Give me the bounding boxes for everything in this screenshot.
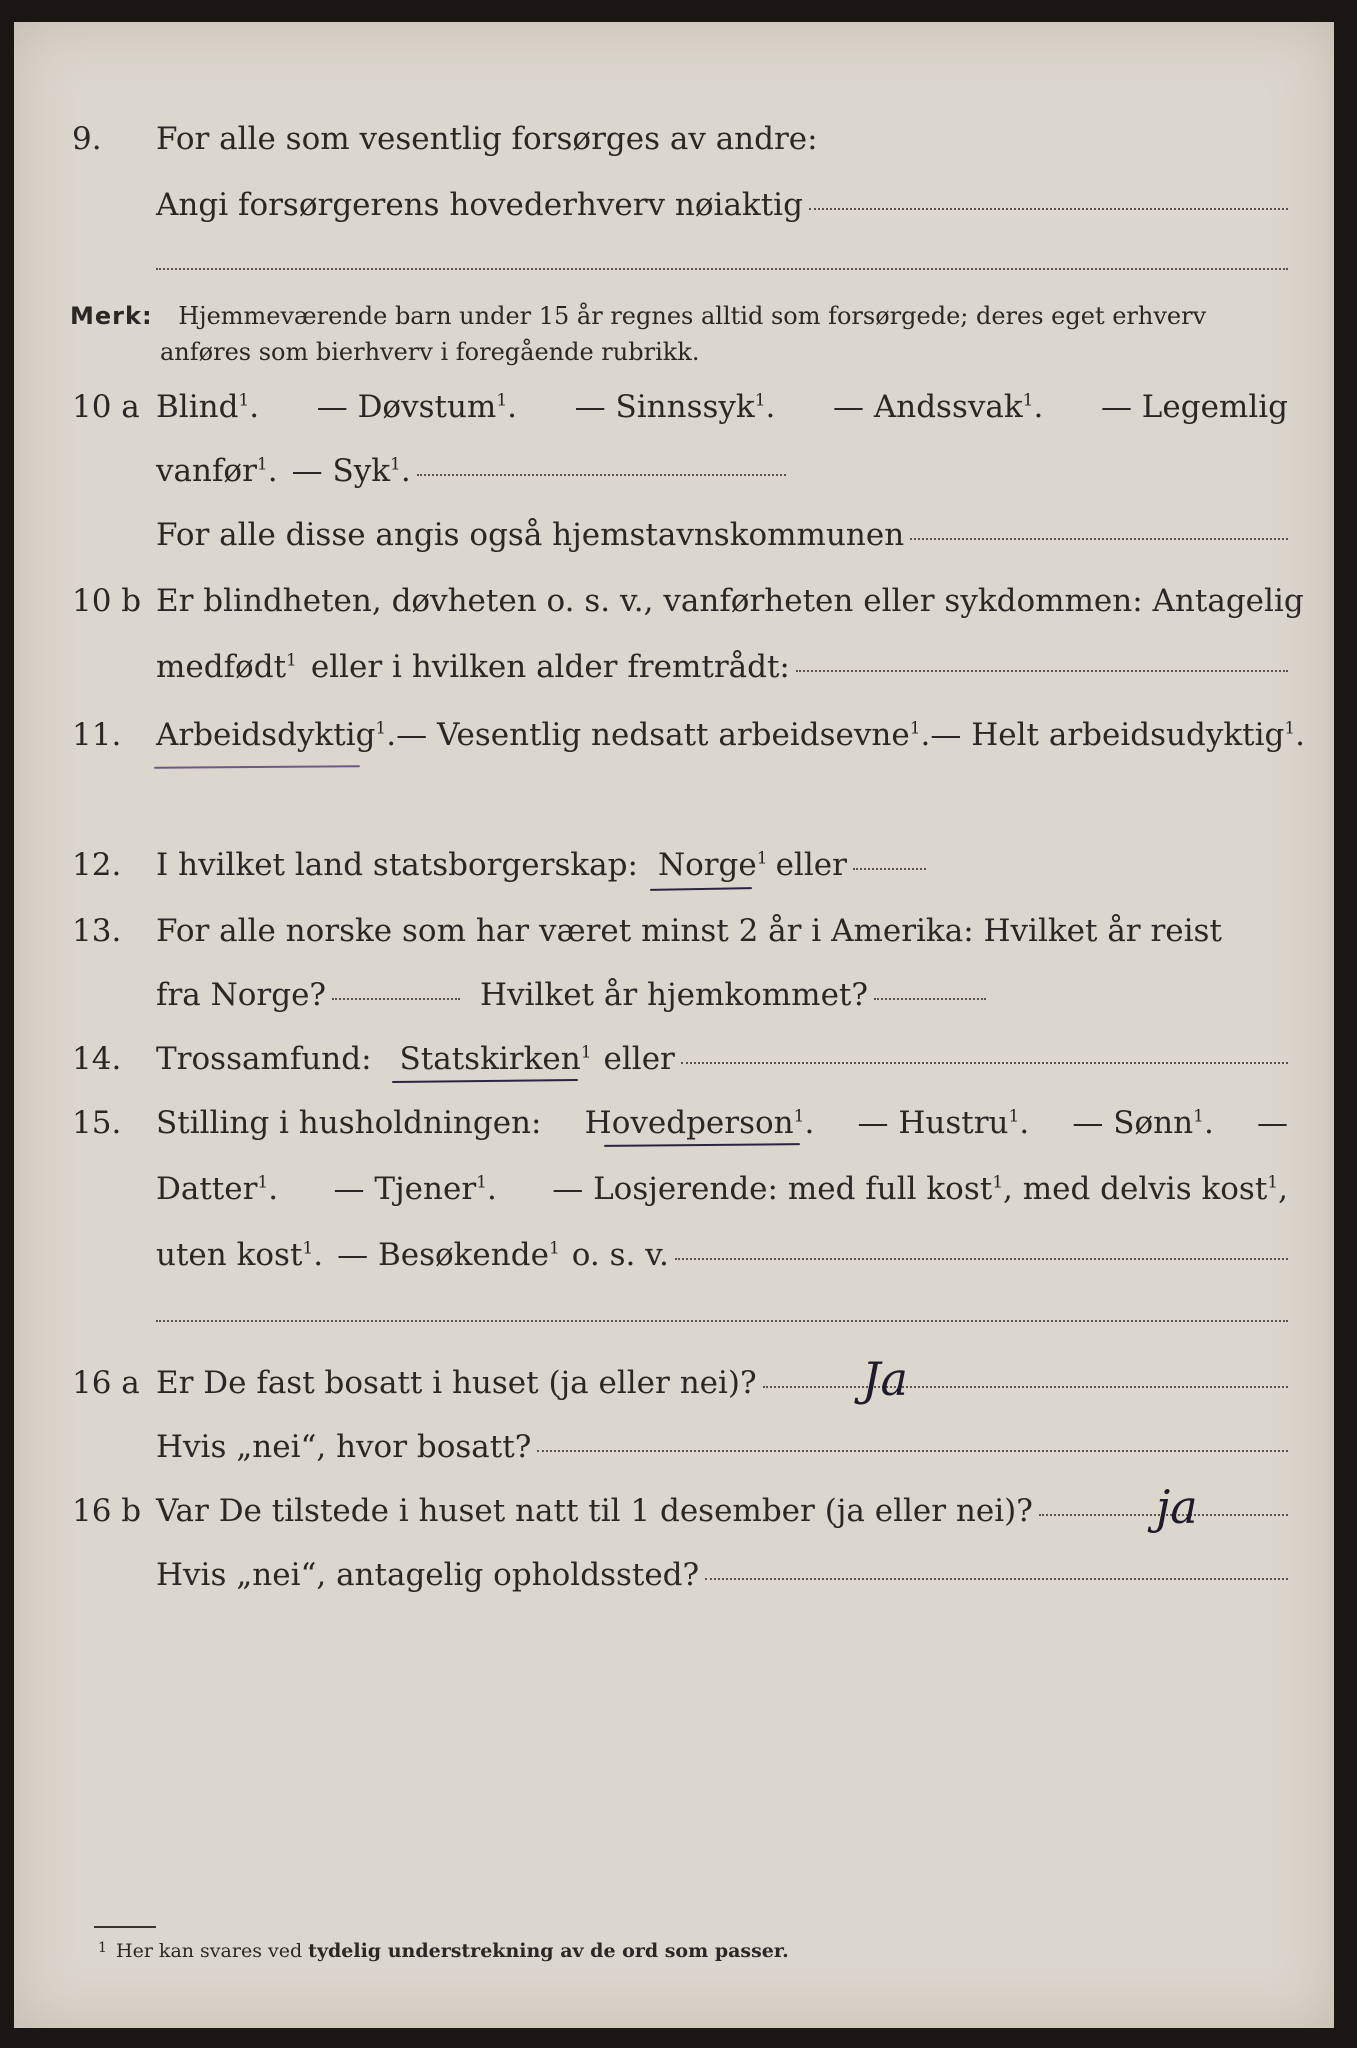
answer-line[interactable] bbox=[763, 1386, 1288, 1388]
note-text-line-2: anføres som bierhverv i foregående rubrikk. bbox=[160, 338, 700, 366]
option-uten-kost[interactable]: uten kost$^1$. bbox=[156, 1237, 324, 1273]
option-osv: o. s. v. bbox=[571, 1237, 669, 1273]
question-text: Angi forsørgerens hovederhverv nøiaktig bbox=[156, 187, 803, 223]
answer-line[interactable] bbox=[156, 1320, 1288, 1322]
answer-line[interactable] bbox=[681, 1062, 1288, 1064]
question-text: fra Norge? bbox=[156, 977, 327, 1013]
question-number: 14. bbox=[72, 1041, 122, 1077]
option-sonn[interactable]: — Sønn$^1$. bbox=[1072, 1105, 1214, 1141]
question-text: For alle norske som har været minst 2 år i Amerika: Hvilket år reist bbox=[156, 913, 1222, 949]
answer-line[interactable] bbox=[910, 538, 1288, 540]
question-number: 9. bbox=[72, 121, 102, 157]
option-andssvak: — Andssvak$^1$. bbox=[833, 389, 1044, 425]
question-text: For alle disse angis også hjemstavnskommunen bbox=[156, 517, 905, 553]
answer-line[interactable] bbox=[853, 868, 926, 870]
question-text: eller i hvilken alder fremtrådt: bbox=[310, 649, 790, 685]
option-besokende[interactable]: — Besøkende$^1$ bbox=[337, 1237, 560, 1273]
option-nedsatt-arbeidsevne[interactable]: — Vesentlig nedsatt arbeidsevne$^1$. bbox=[396, 717, 931, 753]
question-text: For alle som vesentlig forsørges av andre: bbox=[156, 121, 818, 157]
answer-line[interactable] bbox=[332, 998, 460, 1000]
option-eller: eller bbox=[775, 847, 847, 883]
note bbox=[70, 302, 1288, 330]
option-statskirken[interactable]: Statskirken$^1$ bbox=[399, 1041, 592, 1077]
question-number: 11. bbox=[72, 717, 122, 753]
answer-line[interactable] bbox=[156, 268, 1288, 270]
footnote bbox=[98, 1940, 789, 1962]
note-text: Hjemmeværende barn under 15 år regnes alltid som forsørgede; deres eget erhverv bbox=[178, 302, 1207, 330]
question-text: I hvilket land statsborgerskap: bbox=[156, 847, 638, 883]
option-hovedperson[interactable]: Hovedperson$^1$. bbox=[584, 1105, 815, 1141]
option-syk: — Syk$^1$. bbox=[291, 453, 411, 489]
question-number: 10 b bbox=[72, 583, 142, 619]
option-norge[interactable]: Norge$^1$ bbox=[657, 847, 768, 883]
option-arbeidsudyktig[interactable]: — Helt arbeidsudyktig$^1$. bbox=[930, 717, 1306, 753]
question-number: 12. bbox=[72, 847, 122, 883]
census-form-page bbox=[14, 22, 1334, 2028]
option-losjerende-full-kost[interactable]: — Losjerende: med full kost$^1$, med delvis kost$^1$, bbox=[552, 1171, 1288, 1207]
question-text: Hvis „nei“, antagelig opholdssted? bbox=[156, 1557, 700, 1593]
handwritten-answer[interactable]: ja bbox=[1156, 1480, 1198, 1534]
handwritten-underline bbox=[650, 887, 752, 891]
question-text: Hvis „nei“, hvor bosatt? bbox=[156, 1429, 532, 1465]
answer-line[interactable] bbox=[874, 998, 986, 1000]
handwritten-underline bbox=[392, 1079, 578, 1083]
note-label: Merk: bbox=[70, 302, 153, 330]
question-text: Trossamfund: bbox=[156, 1041, 372, 1077]
handwritten-underline bbox=[154, 765, 360, 768]
option-legemlig: — Legemlig bbox=[1100, 389, 1288, 425]
handwritten-answer[interactable]: Ja bbox=[862, 1352, 908, 1406]
question-number: 15. bbox=[72, 1105, 122, 1141]
option-vanfor: vanfør$^1$. bbox=[156, 453, 278, 489]
footnote-emphasis: tydelig understrekning av de ord som passer. bbox=[308, 1940, 789, 1962]
answer-line[interactable] bbox=[796, 670, 1288, 672]
footnote-rule bbox=[94, 1926, 156, 1928]
option-hustru[interactable]: — Hustru$^1$. bbox=[857, 1105, 1030, 1141]
option-dovstum: — Døvstum$^1$. bbox=[316, 389, 518, 425]
question-number: 10 a bbox=[72, 389, 140, 425]
option-tjener[interactable]: — Tjener$^1$. bbox=[333, 1171, 497, 1207]
answer-line[interactable] bbox=[705, 1578, 1288, 1580]
question-text: Er blindheten, døvheten o. s. v., vanførheten eller sykdommen: Antagelig bbox=[156, 583, 1304, 619]
option-medfodt: medfødt$^1$ bbox=[156, 649, 297, 685]
question-number: 13. bbox=[72, 913, 122, 949]
question-text: Stilling i husholdningen: bbox=[156, 1105, 542, 1141]
option-eller: eller bbox=[603, 1041, 675, 1077]
question-text: Er De fast bosatt i huset (ja eller nei)? bbox=[156, 1365, 757, 1401]
option-blind: Blind$^1$. bbox=[156, 389, 260, 425]
option-sinnssyk: — Sinnssyk$^1$. bbox=[574, 389, 776, 425]
question-number: 16 b bbox=[72, 1493, 142, 1529]
handwritten-underline bbox=[604, 1143, 800, 1147]
answer-line[interactable] bbox=[809, 208, 1288, 210]
question-number: 16 a bbox=[72, 1365, 140, 1401]
question-text: Hvilket år hjemkommet? bbox=[480, 977, 869, 1013]
footnote-text: Her kan svares ved bbox=[116, 1940, 309, 1962]
question-text: Var De tilstede i huset natt til 1 desember (ja eller nei)? bbox=[156, 1493, 1033, 1529]
answer-line[interactable] bbox=[675, 1258, 1288, 1260]
option-datter[interactable]: Datter$^1$. bbox=[156, 1171, 279, 1207]
answer-line[interactable] bbox=[417, 474, 786, 476]
dash: — bbox=[1257, 1105, 1288, 1141]
answer-line[interactable] bbox=[537, 1450, 1288, 1452]
option-arbeidsdyktig[interactable]: Arbeidsdyktig$^1$. bbox=[156, 717, 397, 753]
footnote-mark: 1 bbox=[98, 1940, 107, 1956]
